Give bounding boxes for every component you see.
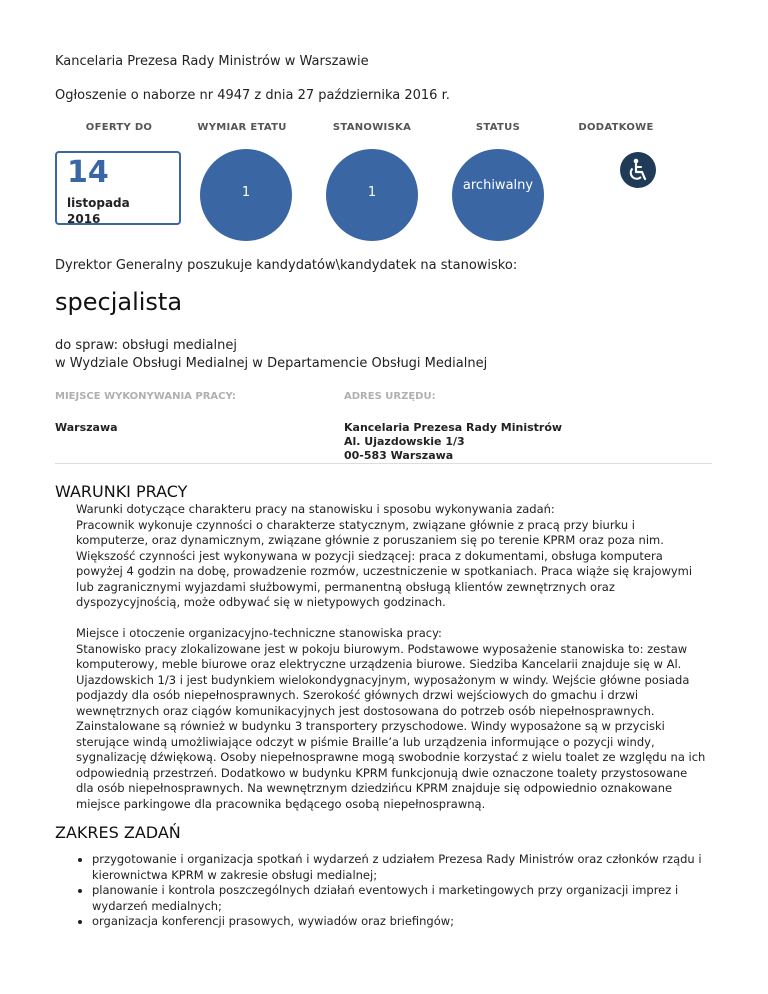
status-value: archiwalny [462, 178, 534, 193]
position-subtitle [55, 337, 487, 373]
divider [55, 463, 712, 464]
col-head-positions: STANOWISKA [332, 122, 412, 133]
position-duties: do spraw: obsługi medialnej [55, 338, 237, 353]
place-label: MIEJSCE WYKONYWANIA PRACY: [55, 391, 236, 402]
conditions-title: WARUNKI PRACY [55, 482, 188, 501]
address-value [344, 421, 562, 463]
conditions-p2-body: Stanowisko pracy zlokalizowane jest w pokoju biurowym. Podstawowe wyposażenie stanowiska to: zestaw komputerowy, meble biurowe oraz elektryczne urządzenia biurowe. Siedziba Kancelarii znajduje się w Al. Ujazdowskich 1/3 i jest budynkiem wielokondygnacyjnym, wyposażonym w windy. Wejście główne posiada podjazdy dla osób niepełnosprawnych. Szerokość głównych drzwi wejściowych do gmachu i drzwi wewnętrznych oraz ciągów komunikacyjnych jest dostosowana do potrzeb osób niepełnosprawnych. Zainstalowane są również w budynku 3 transportery przyschodowe. Windy wyposażone są w przyciski sterujące windą umożliwiające odczyt w piśmie Braille’a lub urządzenia informujące o pozycji windy, sygnalizację dźwiękową. Osoby niepełnosprawne mogą swobodnie korzystać z wielu toalet ze względu na ich odpowiednią przestrzeń. Dodatkowo w budynku KPRM funkcjonują dwie oznaczone toalety przystosowane dla osób niepełnosprawnych. Na wewnętrznym dziedzińcu KPRM znajduje się odpowiednio oznakowane miejsce parkingowe dla pracownika będącego osobą niepełnosprawną. [76, 641, 706, 811]
col-head-status: STATUS [475, 122, 521, 133]
col-head-fte: WYMIAR ETATU [197, 122, 287, 133]
conditions-p2-head: Miejsce i otoczenie organizacyjno-techniczne stanowiska pracy: [76, 626, 442, 640]
deadline-month-year [67, 195, 177, 227]
address-line-1: Kancelaria Prezesa Rady Ministrów [344, 421, 563, 434]
deadline-day: 14 [67, 155, 109, 190]
position-unit: w Wydziale Obsługi Medialnej w Departamencie Obsługi Medialnej [55, 356, 488, 371]
deadline-box [55, 151, 181, 225]
conditions-paragraph-2 [76, 626, 706, 812]
tasks-title: ZAKRES ZADAŃ [55, 823, 181, 842]
conditions-paragraph-1 [76, 502, 706, 611]
deadline-month: listopada [67, 196, 130, 210]
office-name: Kancelaria Prezesa Rady Ministrów w Warszawie [55, 54, 369, 69]
address-label: ADRES URZĘDU: [344, 391, 436, 402]
position-title: specjalista [55, 288, 183, 316]
intro-text: Dyrektor Generalny poszukuje kandydatów\kandydatek na stanowisko: [55, 258, 518, 273]
positions-value: 1 [367, 185, 377, 200]
place-value: Warszawa [55, 421, 118, 434]
address-line-3: 00-583 Warszawa [344, 449, 454, 462]
col-head-extra: DODATKOWE [578, 122, 654, 133]
announcement-title: Ogłoszenie o naborze nr 4947 z dnia 27 października 2016 r. [55, 88, 450, 103]
list-item: • planowanie i kontrola poszczególnych działań eventowych i marketingowych przy organizacji imprez i wydarzeń medialnych; [92, 883, 722, 914]
tasks-list [76, 852, 722, 930]
list-item: • organizacja konferencji prasowych, wywiadów oraz briefingów; [92, 914, 722, 930]
wheelchair-icon [620, 152, 656, 188]
address-line-2: Al. Ujazdowskie 1/3 [344, 435, 465, 448]
conditions-p1-head: Warunki dotyczące charakteru pracy na stanowisku i sposobu wykonywania zadań: [76, 502, 555, 516]
conditions-p1-body: Pracownik wykonuje czynności o charakterze statycznym, związane głównie z pracą przy biurku i komputerze, oraz dynamicznym, związane głównie z poruszaniem się po terenie KPRM oraz poza nim. Większość czynności jest wykonywana w pozycji siedzącej: praca z dokumentami, obsługa komputera powyżej 4 godzin na dobę, prowadzenie rozmów, uczestniczenie w spotkaniach. Praca wiąże się krajowymi lub zagranicznymi wyjazdami służbowymi, permanentną obsługą klientów zewnętrznych oraz dyspozycyjnością, może odbywać się w nietypowych godzinach. [76, 517, 693, 609]
deadline-year: 2016 [67, 212, 101, 226]
fte-circle [200, 149, 292, 241]
positions-circle [326, 149, 418, 241]
fte-value: 1 [241, 185, 251, 200]
col-head-offers: OFERTY DO [85, 122, 153, 133]
list-item: • przygotowanie i organizacja spotkań i wydarzeń z udziałem Prezesa Rady Ministrów oraz członków rządu i kierownictwa KPRM w zakresie obsługi medialnej; [92, 852, 722, 883]
status-circle [452, 149, 544, 241]
